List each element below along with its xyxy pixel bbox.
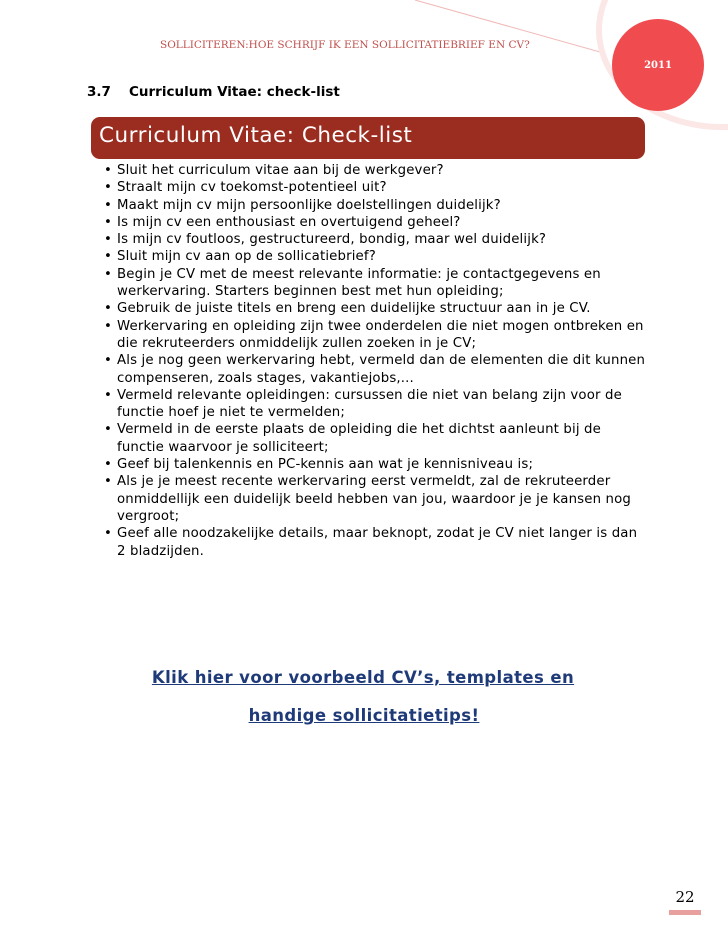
checklist-item xyxy=(104,214,649,231)
bullet-icon: • xyxy=(104,249,112,265)
checklist-item-text: Vermeld in de eerste plaats de opleiding die het dichtst aanleunt bij de functie waarvoor je solliciteert; xyxy=(117,422,601,455)
checklist-item-text: Sluit mijn cv aan op de sollicatiebrief? xyxy=(117,249,376,265)
checklist-title-bar xyxy=(91,117,645,159)
checklist-item xyxy=(104,473,649,525)
checklist-item-text: Is mijn cv een enthousiast en overtuigend geheel? xyxy=(117,214,461,230)
checklist-item xyxy=(104,266,649,301)
checklist-item-text: Gebruik de juiste titels en breng een duidelijke structuur aan in je CV. xyxy=(117,301,591,317)
checklist-item xyxy=(104,162,649,179)
bullet-icon: • xyxy=(104,301,112,317)
bullet-icon: • xyxy=(104,353,112,369)
checklist-item xyxy=(104,318,649,353)
checklist-item-text: Als je nog geen werkervaring hebt, vermeld dan de elementen die dit kunnen compenseren, zoals stages, vakantiejobs,... xyxy=(117,353,646,386)
bullet-icon: • xyxy=(104,526,112,542)
page-number-underline xyxy=(669,910,701,915)
bullet-icon: • xyxy=(104,457,112,473)
section-heading xyxy=(87,84,340,100)
bullet-icon: • xyxy=(104,422,112,438)
year-badge-text: 2011 xyxy=(644,60,672,71)
checklist-title: Curriculum Vitae: Check-list xyxy=(99,123,413,148)
checklist-item-text: Geef alle noodzakelijke details, maar beknopt, zodat je CV niet langer is dan 2 bladzijden. xyxy=(117,526,638,559)
checklist-item xyxy=(104,456,649,473)
checklist-item-text: Is mijn cv foutloos, gestructureerd, bondig, maar wel duidelijk? xyxy=(117,232,547,248)
section-number: 3.7 xyxy=(87,84,111,100)
bullet-icon: • xyxy=(104,387,112,403)
checklist-item xyxy=(104,525,649,560)
checklist-item xyxy=(104,248,649,265)
checklist-item-text: Begin je CV met de meest relevante informatie: je contactgegevens en werkervaring. Starters beginnen best met hun opleiding; xyxy=(117,266,601,300)
bullet-icon: • xyxy=(104,214,112,230)
checklist-item xyxy=(104,197,649,214)
bullet-icon: • xyxy=(104,266,112,282)
section-title: Curriculum Vitae: check-list xyxy=(129,84,340,100)
checklist-item xyxy=(104,231,649,248)
checklist-item-text: Geef bij talenkennis en PC-kennis aan wat je kennisniveau is; xyxy=(117,457,534,473)
checklist-item xyxy=(104,352,649,387)
checklist-item-text: Sluit het curriculum vitae aan bij de werkgever? xyxy=(117,163,444,178)
checklist-item-text: Maakt mijn cv mijn persoonlijke doelstellingen duidelijk? xyxy=(117,197,501,213)
checklist-item-text: Vermeld relevante opleidingen: cursussen die niet van belang zijn voor de functie hoef je niet te vermelden; xyxy=(117,387,622,421)
checklist-item-text: Werkervaring en opleiding zijn twee onderdelen die niet mogen ontbreken en die rekruteerders onmiddelijk zullen zoeken in je CV; xyxy=(117,318,644,351)
running-header-title: SOLLICITEREN:HOE SCHRIJF IK EEN SOLLICITATIEBRIEF EN CV? xyxy=(160,39,530,51)
bullet-icon: • xyxy=(104,163,112,178)
checklist-item xyxy=(104,300,649,317)
bullet-icon: • xyxy=(104,232,112,248)
page-number: 22 xyxy=(675,888,695,906)
checklist-item xyxy=(104,421,649,456)
checklist xyxy=(104,162,649,560)
template-link-line-1[interactable]: Klik hier voor voorbeeld CV’s, templates en xyxy=(151,668,575,687)
checklist-item xyxy=(104,179,649,196)
template-link-line-2[interactable]: handige sollicitatietips! xyxy=(248,706,480,725)
checklist-item-text: Als je je meest recente werkervaring eerst vermeldt, zal de rekruteerder onmiddellijk een duidelijk beeld hebben van jou, waardoor je je kansen nog vergroot; xyxy=(117,474,631,524)
checklist-item xyxy=(104,387,649,422)
bullet-icon: • xyxy=(104,180,112,196)
checklist-item-text: Straalt mijn cv toekomst-potentieel uit? xyxy=(117,180,387,196)
bullet-icon: • xyxy=(104,474,112,490)
bullet-icon: • xyxy=(104,318,112,334)
bullet-icon: • xyxy=(104,197,112,213)
